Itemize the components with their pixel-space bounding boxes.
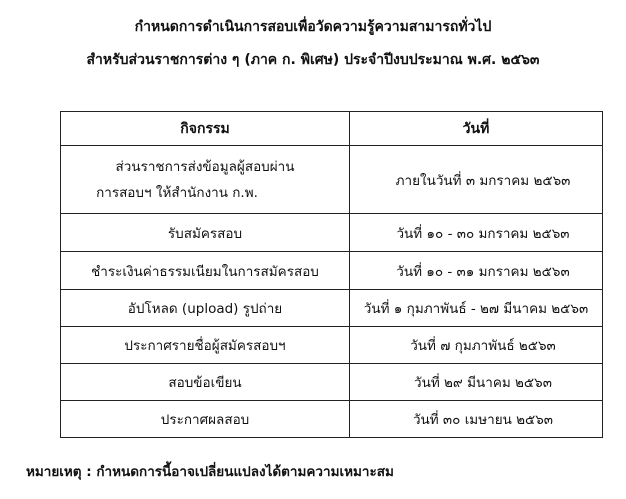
schedule-table [60, 111, 603, 438]
activity-cell: ชำระเงินค่าธรรมเนียมในการสมัครสอบ [61, 252, 350, 290]
activity-cell: ประกาศรายชื่อผู้สมัครสอบฯ [61, 327, 350, 364]
activity-cell: อัปโหลด (upload) รูปถ่าย [61, 290, 350, 327]
column-header-activity: กิจกรรม [61, 112, 350, 146]
activity-cell: รับสมัครสอบ [61, 214, 350, 252]
document-title-line2: สำหรับส่วนราชการต่าง ๆ (ภาค ก. พิเศษ) ประจำปีงบประมาณ พ.ศ. ๒๕๖๓ [86, 52, 540, 68]
table-row [61, 146, 603, 214]
activity-text-line1: ส่วนราชการส่งข้อมูลผู้สอบผ่าน [115, 158, 295, 175]
date-cell: วันที่ ๗ กุมภาพันธ์ ๒๕๖๓ [350, 327, 603, 364]
document-title-line1: กำหนดการดำเนินการสอบเพื่อวัดความรู้ความสามารถทั่วไป [134, 19, 492, 35]
date-cell: วันที่ ๒๙ มีนาคม ๒๕๖๓ [350, 364, 603, 401]
table-row [61, 401, 603, 438]
date-cell: ภายในวันที่ ๓ มกราคม ๒๕๖๓ [350, 146, 603, 214]
date-cell: วันที่ ๑๐ - ๓๐ มกราคม ๒๕๖๓ [350, 214, 603, 252]
date-cell: วันที่ ๓๐ เมษายน ๒๕๖๓ [350, 401, 603, 438]
activity-cell: ประกาศผลสอบ [61, 401, 350, 438]
date-cell: วันที่ ๑๐ - ๓๑ มกราคม ๒๕๖๓ [350, 252, 603, 290]
column-header-date: วันที่ [350, 112, 603, 146]
activity-text-line2: การสอบฯ ให้สำนักงาน ก.พ. [96, 184, 258, 201]
table-row [61, 252, 603, 290]
table-header-row [61, 112, 603, 146]
table-row [61, 214, 603, 252]
activity-cell [61, 146, 350, 214]
table-row [61, 364, 603, 401]
table-row [61, 327, 603, 364]
table-row [61, 290, 603, 327]
date-cell: วันที่ ๑ กุมภาพันธ์ - ๒๗ มีนาคม ๒๕๖๓ [350, 290, 603, 327]
activity-cell: สอบข้อเขียน [61, 364, 350, 401]
footnote: หมายเหตุ : กำหนดการนี้อาจเปลี่ยนแปลงได้ตามความเหมาะสม [26, 464, 394, 480]
